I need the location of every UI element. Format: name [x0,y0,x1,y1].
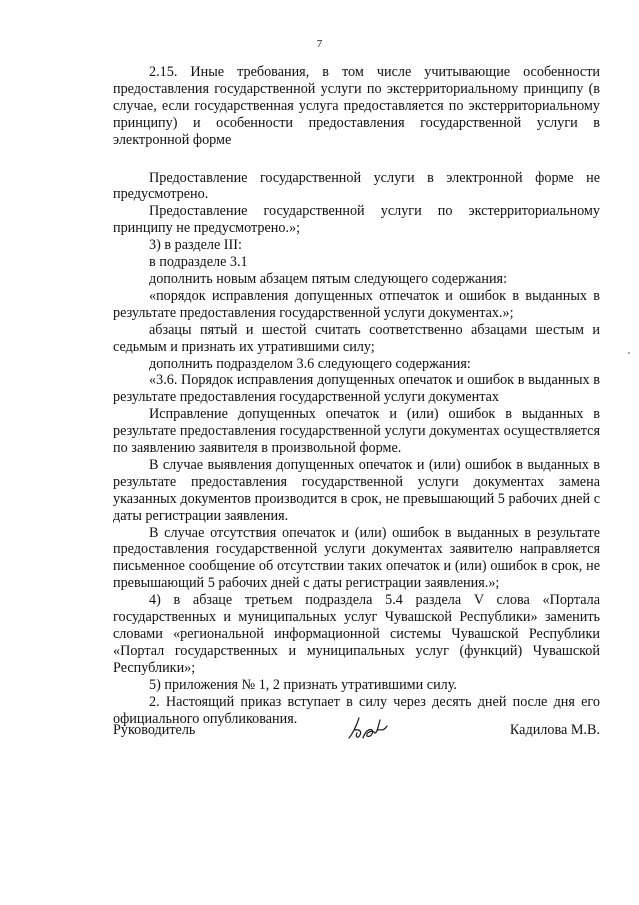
paragraph: дополнить новым абзацем пятым следующего содержания: [149,270,508,287]
paragraph: 5) приложения № 1, 2 признать утратившими силу. [149,676,457,693]
paragraph: В случае отсутствия опечаток и (или) ошибок в выданных в результате предоставления государственной услуги документах заявителю направляется письменное сообщение об отсутствии таких опечаток и (или) ошибок в срок, не превышающий 5 рабочих дней с даты регистрации заявления.»; [113,524,600,592]
paragraph: В случае выявления допущенных опечаток и (или) ошибок в выданных в результате предоставления государственной услуги документах замена указанных документов производится в срок, не превышающий 5 рабочих дней с даты регистрации заявления. [113,456,600,524]
signatory-position: Руководитель [113,722,196,738]
paragraph: «порядок исправления допущенных отпечаток и ошибок в выданных в результате предоставления государственной услуги документах.»; [113,287,600,321]
paragraph: Исправление допущенных опечаток и (или) ошибок в выданных в результате предоставления государственной услуги документах осуществляется по заявлению заявителя в произвольной форме. [113,406,600,457]
paragraph: абзацы пятый и шестой считать соответственно абзацами шестым и седьмым и признать их утратившими силу; [113,321,600,355]
signature-block [113,722,600,742]
scan-speck [628,352,630,354]
page-number: 7 [316,38,323,50]
paragraph: 4) в абзаце третьем подраздела 5.4 раздела V слова «Портала государственных и муниципальных услуг Чувашской Республики» заменить словами «региональной информационной системы Чувашской Республики «Портал государственных и муниципальных услуг (функций) Чувашской Республики»; [113,592,600,676]
section-heading: 2.15. Иные требования, в том числе учитывающие особенности предоставления государственной услуги по экстерриториальному принципу (в случае, если государственная услуга предоставляется по экстерриториальному принципу) и особенности предоставления государственной услуги в электронной форме [113,64,600,148]
paragraph: в подразделе 3.1 [149,254,248,271]
document-body [113,64,600,727]
handwritten-signature [345,712,391,744]
paragraph: 3) в разделе III: [149,237,242,254]
paragraph: 2. Настоящий приказ вступает в силу через десять дней после дня его официального опубликования. [113,693,600,727]
paragraph-gap [113,149,600,170]
paragraph: дополнить подразделом 3.6 следующего содержания: [149,355,471,372]
signatory-name: Кадилова М.В. [509,722,600,738]
paragraph: «3.6. Порядок исправления допущенных опечаток и ошибок в выданных в результате предоставления государственной услуги документах [113,372,600,406]
paragraph: Предоставление государственной услуги в электронной форме не предусмотрено. [113,169,600,203]
paragraph: Предоставление государственной услуги по экстерриториальному принципу не предусмотрено.»; [113,203,600,237]
